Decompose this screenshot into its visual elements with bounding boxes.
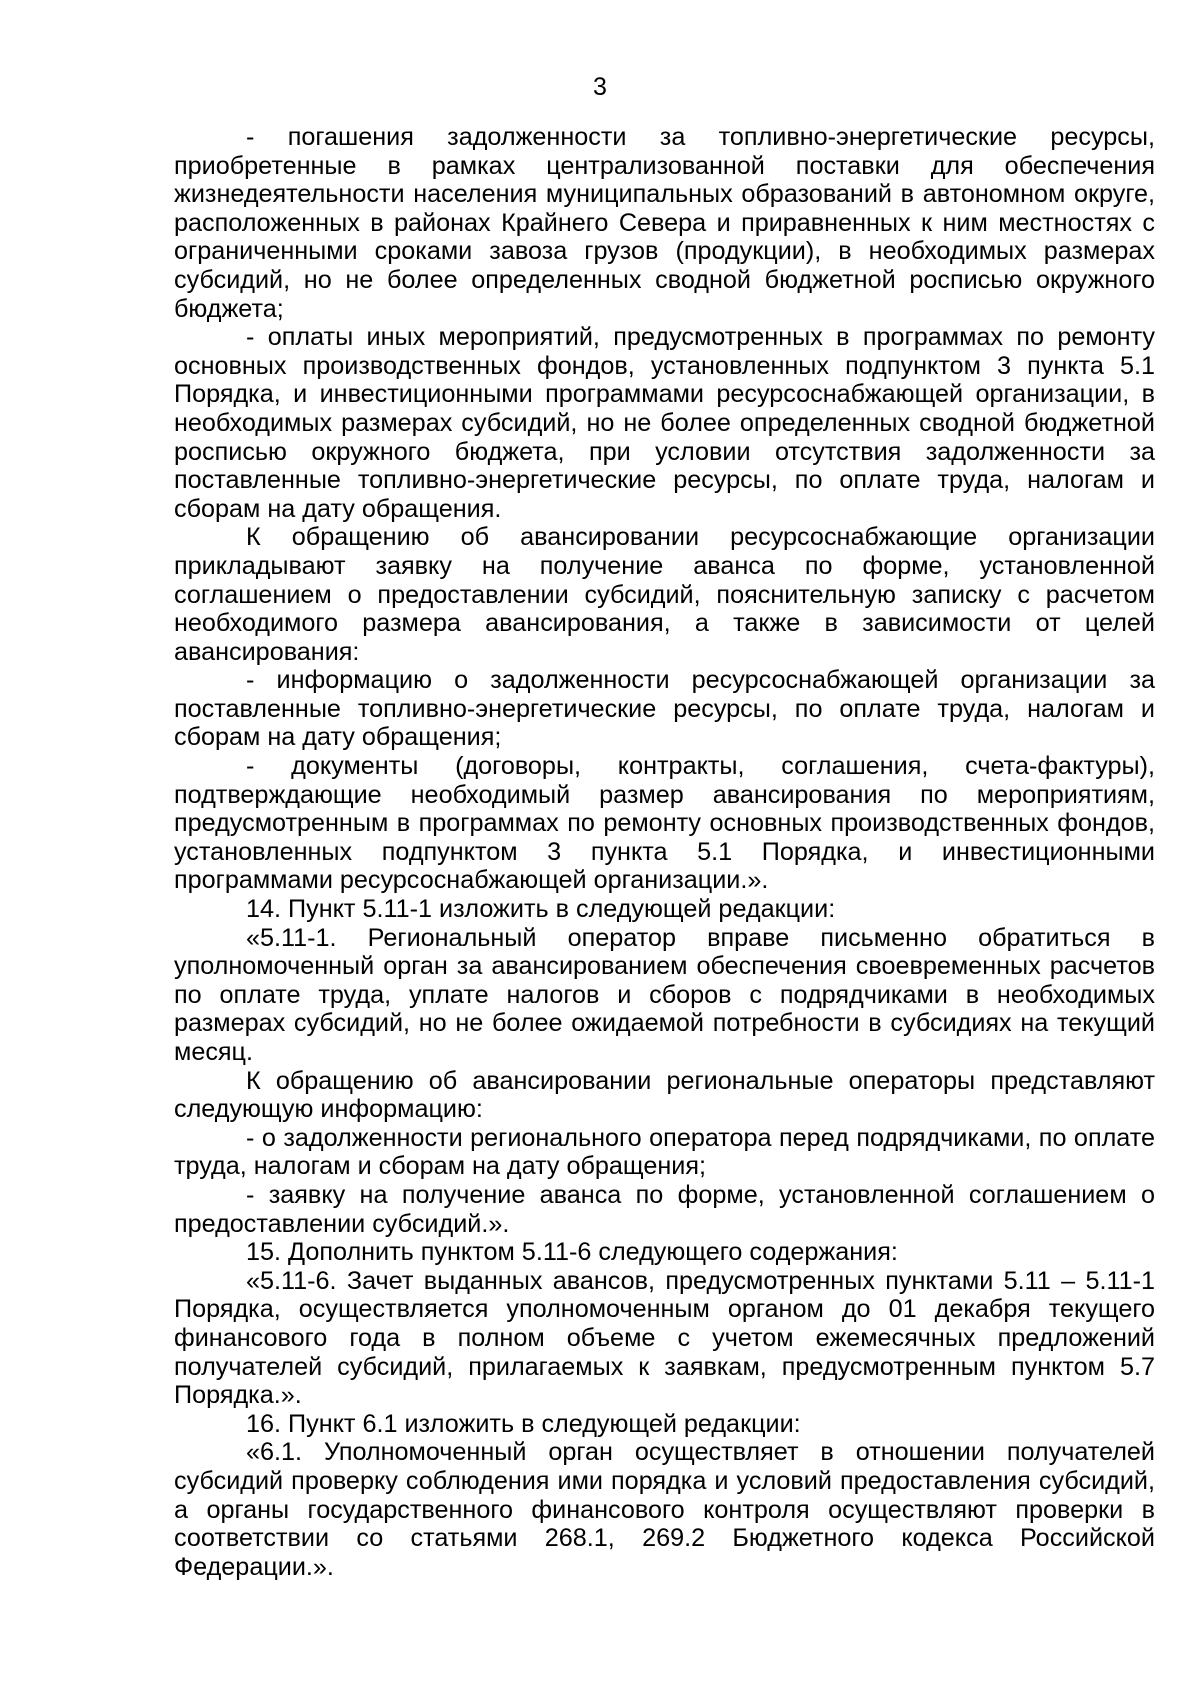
paragraph: 14. Пункт 5.11-1 изложить в следующей редакции: xyxy=(246,895,836,924)
paragraph: «6.1. Уполномоченный орган осуществляет в отношении получателей субсидий проверку соблюдения ими порядка и условий предоставления субсидий, а органы государственного финансового контроля осуществляют проверки в соответствии со статьями 268.1, 269.2 Бюджетного кодекса Российской Федерации.». xyxy=(174,1438,1155,1581)
page-number: 3 xyxy=(593,73,607,101)
paragraph: - погашения задолженности за топливно-энергетические ресурсы, приобретенные в рамках централизованной поставки для обеспечения жизнедеятельности населения муниципальных образований в автономном округе, расположенных в районах Крайнего Севера и приравненных к ним местностях с ограниченными сроками завоза грузов (продукции), в необходимых размерах субсидий, но не более определенных сводной бюджетной росписью окружного бюджета; xyxy=(174,123,1155,323)
paragraph: - заявку на получение аванса по форме, установленной соглашением о предоставлении субсидий.». xyxy=(174,1180,1155,1238)
paragraph: «5.11-1. Региональный оператор вправе письменно обратиться в уполномоченный орган за авансированием обеспечения своевременных расчетов по оплате труда, уплате налогов и сборов с подрядчиками в необходимых размерах субсидий, но не более ожидаемой потребности в субсидиях на текущий месяц. xyxy=(174,923,1155,1066)
paragraph: - информацию о задолженности ресурсоснабжающей организации за поставленные топливно-энергетические ресурсы, по оплате труда, налогам и сборам на дату обращения; xyxy=(174,666,1155,752)
paragraph: - о задолженности регионального оператора перед подрядчиками, по оплате труда, налогам и сборам на дату обращения; xyxy=(174,1123,1155,1181)
paragraph: - документы (договоры, контракты, соглашения, счета-фактуры), подтверждающие необходимый размер авансирования по мероприятиям, предусмотренным в программах по ремонту основных производственных фондов, установленных подпунктом 3 пункта 5.1 Порядка, и инвестиционными программами ресурсоснабжающей организации.». xyxy=(174,752,1155,895)
paragraph: 15. Дополнить пунктом 5.11-6 следующего содержания: xyxy=(246,1238,898,1267)
paragraph: - оплаты иных мероприятий, предусмотренных в программах по ремонту основных производственных фондов, установленных подпунктом 3 пункта 5.1 Порядка, и инвестиционными программами ресурсоснабжающей организации, в необходимых размерах субсидий, но не более определенных сводной бюджетной росписью окружного бюджета, при условии отсутствия задолженности за поставленные топливно-энергетические ресурсы, по оплате труда, налогам и сборам на дату обращения. xyxy=(174,323,1155,523)
paragraph: К обращению об авансировании ресурсоснабжающие организации прикладывают заявку на получение аванса по форме, установленной соглашением о предоставлении субсидий, пояснительную записку с расчетом необходимого размера авансирования, а также в зависимости от целей авансирования: xyxy=(174,523,1155,666)
paragraph: «5.11-6. Зачет выданных авансов, предусмотренных пунктами 5.11 – 5.11-1 Порядка, осуществляется уполномоченным органом до 01 декабря текущего финансового года в полном объеме с учетом ежемесячных предложений получателей субсидий, прилагаемых к заявкам, предусмотренным пунктом 5.7 Порядка.». xyxy=(174,1266,1155,1410)
paragraph: 16. Пункт 6.1 изложить в следующей редакции: xyxy=(246,1409,801,1438)
paragraph: К обращению об авансировании региональные операторы представляют следующую информацию: xyxy=(174,1066,1155,1124)
document-body xyxy=(174,123,1155,1581)
